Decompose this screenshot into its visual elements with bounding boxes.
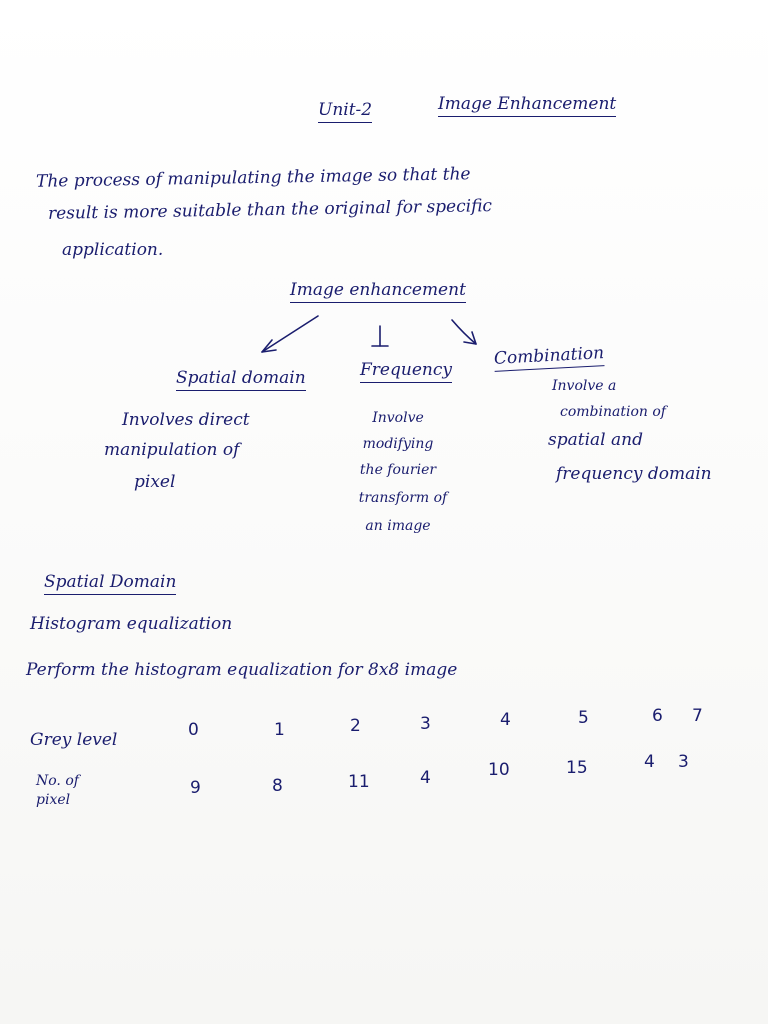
combination-desc-line-3: spatial and (548, 430, 643, 450)
pixel-count-0: 9 (190, 778, 201, 798)
combination-desc-line-4: frequency domain (556, 464, 712, 484)
spatial-desc-line-3: pixel (134, 472, 176, 492)
grey-level-6: 6 (652, 706, 663, 726)
branch-label-combination: Combination (493, 343, 604, 372)
spatial-desc-line-1: Involves direct (122, 410, 250, 430)
tree-root: Image enhancement (290, 280, 466, 303)
pixel-count-2: 11 (348, 772, 370, 792)
frequency-desc-line-5: an image (365, 518, 431, 534)
pixel-count-label: No. of pixel (36, 773, 79, 808)
grey-level-0: 0 (188, 720, 199, 740)
frequency-desc-line-2: modifying (362, 436, 434, 452)
pixel-count-6: 4 (644, 752, 655, 772)
page-title: Image Enhancement (438, 94, 616, 117)
frequency-desc-line-3: the fourier (359, 462, 437, 478)
pixel-count-7: 3 (678, 752, 689, 772)
section-subheading: Histogram equalization (30, 614, 233, 634)
definition-line-2: result is more suitable than the original for specific (47, 196, 493, 224)
spatial-desc-line-2: manipulation of (104, 440, 240, 460)
grey-level-7: 7 (692, 706, 703, 726)
definition-line-3: application. (62, 240, 164, 260)
arrow-left (262, 316, 318, 352)
pixel-count-5: 15 (566, 758, 588, 778)
frequency-desc-line-1: Involve (372, 410, 424, 426)
unit-label: Unit-2 (318, 100, 372, 123)
branch-label-spatial: Spatial domain (176, 368, 306, 391)
branch-label-frequency: Frequency (360, 360, 452, 383)
combination-desc-line-2: combination of (560, 404, 666, 420)
frequency-desc-line-4: transform of (358, 490, 448, 506)
task-statement: Perform the histogram equalization for 8x8 image (26, 660, 458, 680)
definition-line-1: The process of manipulating the image so that the (35, 164, 471, 192)
grey-level-3: 3 (420, 714, 431, 734)
grey-level-1: 1 (274, 720, 285, 740)
grey-level-4: 4 (500, 710, 511, 730)
section-heading: Spatial Domain (44, 572, 176, 595)
pixel-count-3: 4 (420, 768, 431, 788)
grey-level-2: 2 (350, 716, 361, 736)
pixel-count-1: 8 (272, 776, 283, 796)
combination-desc-line-1: Involve a (552, 378, 617, 394)
pixel-count-4: 10 (488, 760, 510, 780)
grey-level-5: 5 (578, 708, 589, 728)
grey-level-label: Grey level (30, 730, 118, 750)
